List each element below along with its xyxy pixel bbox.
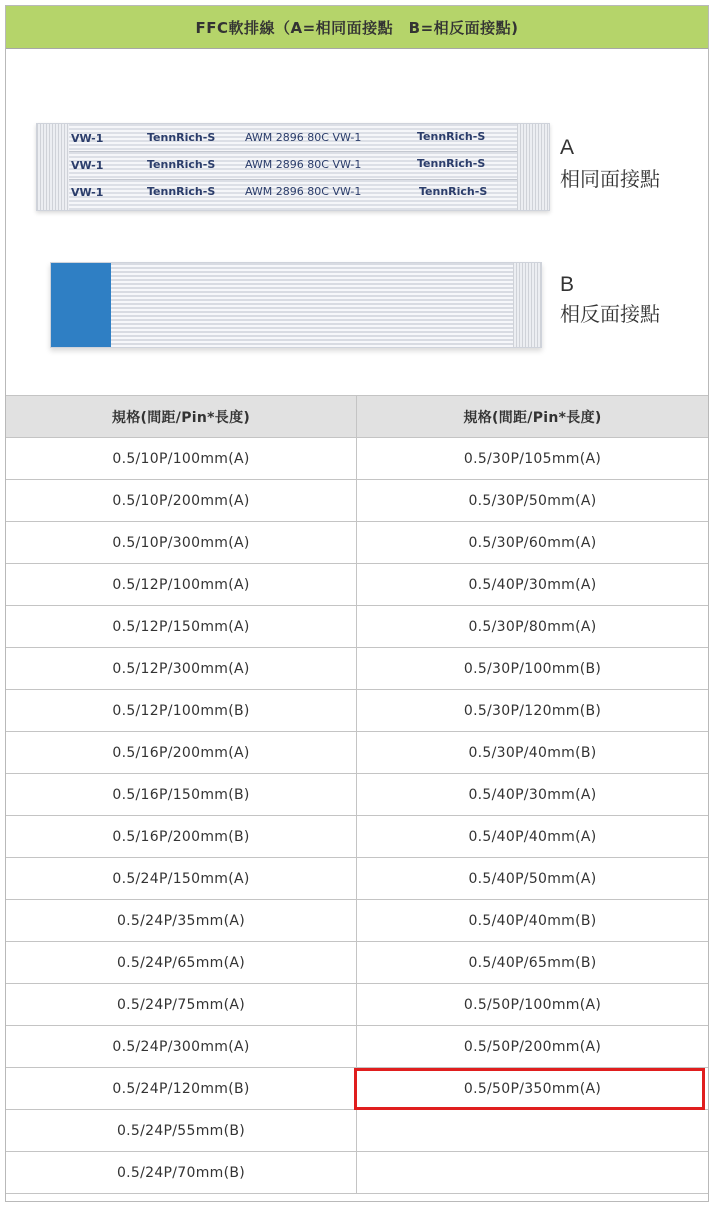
table-row <box>6 732 708 774</box>
table-row <box>6 816 708 858</box>
cable-a-print-spec: AWM 2896 80C VW-1 <box>245 131 362 144</box>
table-row <box>6 648 708 690</box>
table-row <box>6 522 708 564</box>
table-row <box>6 942 708 984</box>
table-cell: 0.5/24P/150mm(A) <box>6 858 357 899</box>
table-cell: 0.5/10P/100mm(A) <box>6 438 357 479</box>
table-cell: 0.5/30P/120mm(B) <box>463 702 602 719</box>
table-cell: 0.5/12P/100mm(A) <box>6 564 357 605</box>
table-row <box>6 1152 708 1194</box>
table-cell <box>357 1110 708 1151</box>
table-cell: 0.5/24P/55mm(B) <box>6 1110 357 1151</box>
table-cell: 0.5/30P/60mm(A) <box>468 534 597 551</box>
cable-a-print-brand: TennRich-S <box>147 158 216 171</box>
cable-b-stiffener-tab <box>51 263 111 347</box>
cable-a-print-edge: VW-1 <box>71 132 104 145</box>
product-image-area <box>6 49 708 396</box>
cable-b-letter: B <box>560 273 575 296</box>
table-row <box>6 858 708 900</box>
table-cell: 0.5/16P/200mm(B) <box>6 816 357 857</box>
cable-a-print-brand-right: TennRich-S <box>419 185 488 198</box>
table-cell: 0.5/10P/300mm(A) <box>6 522 357 563</box>
table-body <box>6 438 708 1194</box>
table-cell: 0.5/16P/200mm(A) <box>6 732 357 773</box>
table-row <box>6 1026 708 1068</box>
cable-a-print-brand-right: TennRich-S <box>417 130 486 143</box>
table-cell: 0.5/40P/40mm(B) <box>468 912 597 929</box>
table-row <box>6 564 708 606</box>
table-cell: 0.5/30P/80mm(A) <box>468 618 597 635</box>
table-header-cell: 規格(間距/Pin*長度) <box>463 409 602 426</box>
table-cell: 0.5/12P/300mm(A) <box>6 648 357 689</box>
table-cell: 0.5/16P/150mm(B) <box>6 774 357 815</box>
cable-a-contacts-left <box>37 124 69 210</box>
table-header-cell: 規格(間距/Pin*長度) <box>6 396 357 437</box>
table-header-row <box>6 395 708 438</box>
cable-a-print-edge: VW-1 <box>71 159 104 172</box>
cable-b-contacts-right <box>513 263 541 347</box>
cable-a-image <box>36 123 550 211</box>
table-cell: 0.5/40P/65mm(B) <box>468 954 597 971</box>
table-cell: 0.5/30P/105mm(A) <box>463 450 602 467</box>
table-cell: 0.5/24P/70mm(B) <box>6 1152 357 1193</box>
table-cell: 0.5/50P/100mm(A) <box>463 996 602 1013</box>
table-row <box>6 1068 708 1110</box>
table-cell: 0.5/40P/30mm(A) <box>468 576 597 593</box>
table-cell: 0.5/40P/30mm(A) <box>468 786 597 803</box>
table-cell: 0.5/24P/300mm(A) <box>6 1026 357 1067</box>
table-cell: 0.5/24P/65mm(A) <box>6 942 357 983</box>
cable-a-print-brand: TennRich-S <box>147 185 216 198</box>
spec-table <box>6 395 708 1194</box>
cable-a-print-spec: AWM 2896 80C VW-1 <box>245 158 362 171</box>
table-cell: 0.5/10P/200mm(A) <box>6 480 357 521</box>
table-row <box>6 480 708 522</box>
table-row <box>6 900 708 942</box>
table-cell: 0.5/12P/100mm(B) <box>6 690 357 731</box>
cable-b-image <box>50 262 542 348</box>
table-cell: 0.5/30P/40mm(B) <box>468 744 597 761</box>
cable-a-print-brand: TennRich-S <box>147 131 216 144</box>
cable-a-letter: A <box>560 136 575 159</box>
cable-a-print-brand-right: TennRich-S <box>417 157 486 170</box>
table-row <box>6 690 708 732</box>
cable-a-caption: 相同面接點 <box>560 167 660 191</box>
cable-a-print-spec: AWM 2896 80C VW-1 <box>245 185 362 198</box>
product-spec-frame <box>5 5 709 1202</box>
table-cell: 0.5/40P/50mm(A) <box>468 870 597 887</box>
table-row <box>6 606 708 648</box>
table-cell: 0.5/50P/200mm(A) <box>463 1038 602 1055</box>
table-cell: 0.5/24P/35mm(A) <box>6 900 357 941</box>
table-row <box>6 1110 708 1152</box>
table-cell: 0.5/24P/75mm(A) <box>6 984 357 1025</box>
cable-b-caption: 相反面接點 <box>560 302 660 326</box>
table-cell <box>357 1152 708 1193</box>
table-cell: 0.5/12P/150mm(A) <box>6 606 357 647</box>
table-cell: 0.5/30P/100mm(B) <box>463 660 602 677</box>
cable-a-contacts-right <box>517 124 549 210</box>
table-row <box>6 438 708 480</box>
cable-a-print-edge: VW-1 <box>71 186 104 199</box>
table-cell: 0.5/24P/120mm(B) <box>6 1068 357 1109</box>
table-cell: 0.5/30P/50mm(A) <box>468 492 597 509</box>
table-cell: 0.5/40P/40mm(A) <box>468 828 597 845</box>
page-title: FFC軟排線（A=相同面接點 B=相反面接點) <box>6 6 708 49</box>
table-cell: 0.5/50P/350mm(A) <box>463 1080 602 1097</box>
table-row <box>6 774 708 816</box>
table-row <box>6 984 708 1026</box>
